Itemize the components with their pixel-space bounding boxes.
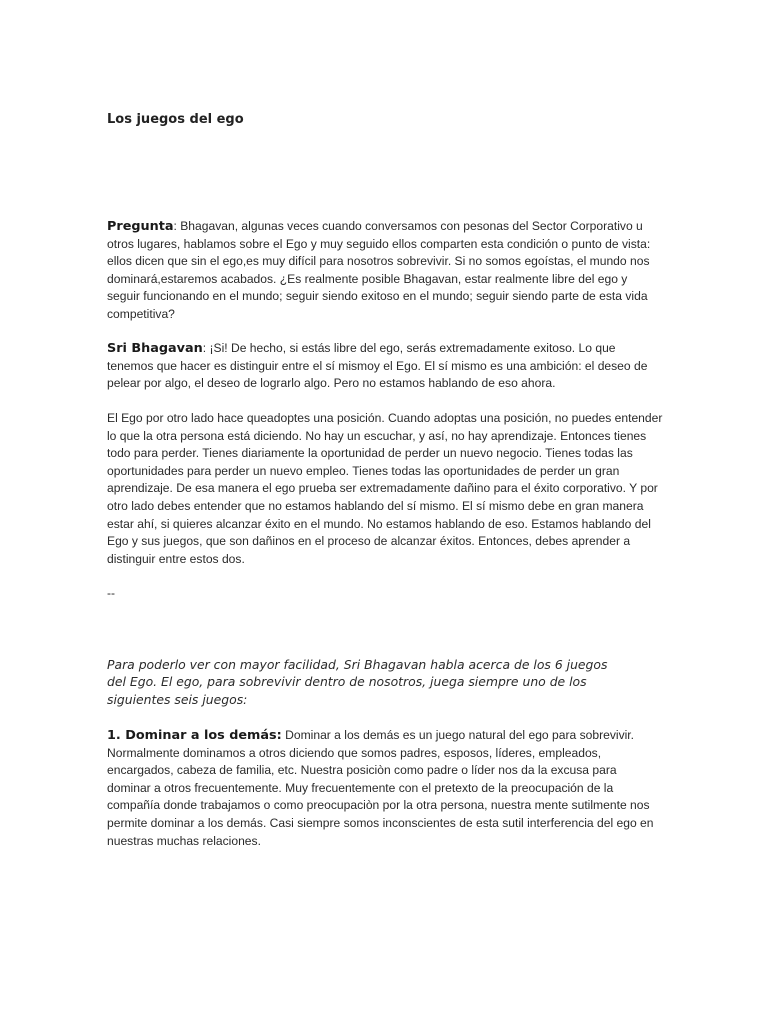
- intro-paragraph: Para poderlo ver con mayor facilidad, Sri Bhagavan habla acerca de los 6 juegos del Ego. El ego, para sobrevivir dentro de nosotros, juega siempre uno de los siguientes seis juegos:: [107, 657, 608, 707]
- separator: --: [107, 586, 115, 600]
- game-1-paragraph: [107, 727, 663, 850]
- answer-label: Sri Bhagavan: [107, 341, 203, 356]
- question-text: : Bhagavan, algunas veces cuando conversamos con pesonas del Sector Corporativo u otros lugares, hablamos sobre el Ego y muy seguido ellos comparten esta condición o punto de vista: ellos dicen que sin el ego,es muy difícil para nosotros sobrevivir. Si no somos egoístas, el mundo nos dominará,estaremos acabados. ¿Es realmente posible Bhagavan, estar realmente libre del ego y seguir funcionando en el mundo; seguir siendo exitoso en el mundo; seguir siendo parte de esta vida competitiva?: [107, 219, 651, 321]
- question-paragraph: [107, 218, 663, 324]
- game-1-label: 1. Dominar a los demás:: [107, 728, 282, 743]
- ego-paragraph: El Ego por otro lado hace queadoptes una posición. Cuando adoptas una posición, no puedes entender lo que la otra persona está diciendo. No hay un escuchar, y así, no hay aprendizaje. Entonces tienes todo para perder. Tienes diariamente la oportunidad de perder un nuevo negocio. Tienes todas las oportunidades para perder un nuevo empleo. Tienes todas las oportunidades de perder un gran aprendizaje. De esa manera el ego prueba ser extremadamente dañino para el éxito corporativo. Y por otro lado debes entender que no estamos hablando del sí mismo. El sí mismo debe en gran manera estar ahí, si quieres alcanzar éxito en el mundo. No estamos hablando de eso. Estamos hablando del Ego y sus juegos, que son dañinos en el proceso de alcanzar éxitos. Entonces, debes aprender a distinguir entre estos dos.: [107, 411, 663, 566]
- answer-paragraph: [107, 340, 663, 393]
- document-title: Los juegos del ego: [107, 112, 244, 127]
- question-label: Pregunta: [107, 219, 174, 234]
- game-1-text: Dominar a los demás es un juego natural del ego para sobrevivir. Normalmente dominamos a otros diciendo que somos padres, esposos, líderes, empleados, encargados, cabeza de familia, etc. Nuestra posiciòn como padre o líder nos da la excusa para dominar a otros frecuentemente. Muy frecuentemente con el pretexto de la preocupación de la compañía donde trabajamos o como preocupaciòn por la otra persona, nuestra mente sutilmente nos permite dominar a los demás. Casi siempre somos inconscientes de esta sutil interferencia del ego en nuestras muchas relaciones.: [107, 728, 654, 848]
- answer-text: : ¡Si! De hecho, si estás libre del ego, serás extremadamente exitoso. Lo que tenemos que hacer es distinguir entre el sí mismoy el Ego. El sí mismo es una ambición: el deseo de pelear por algo, el deseo de lograrlo algo. Pero no estamos hablando de eso ahora.: [107, 341, 648, 391]
